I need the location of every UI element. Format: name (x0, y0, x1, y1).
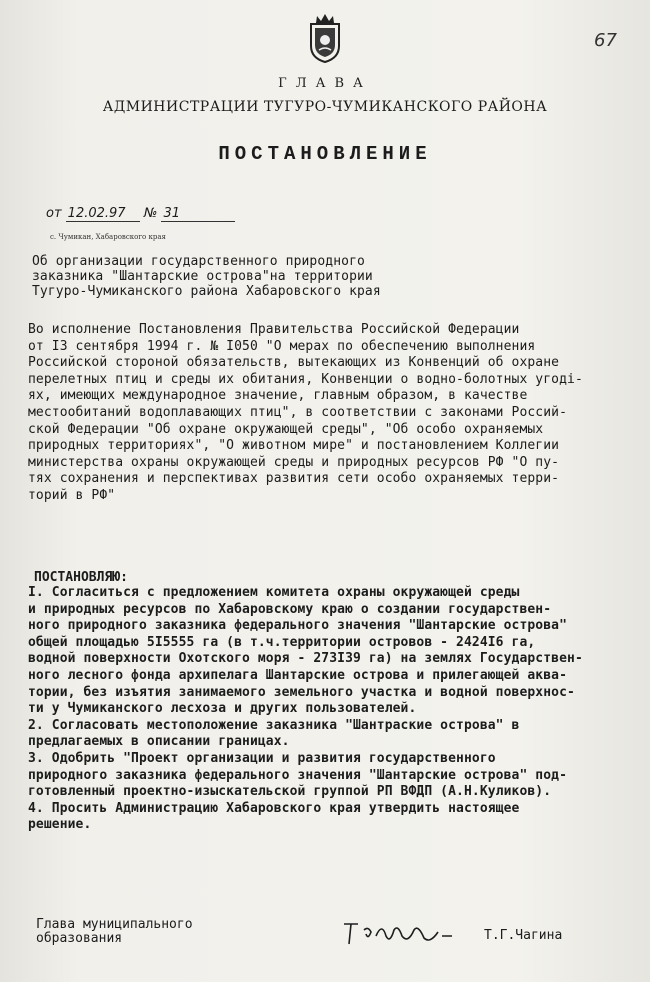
document-subject: Об организации государственного природного заказника "Шантарские острова"на территории Тугуро-Чумиканского района Хабаровского края (32, 254, 381, 299)
document-place: с. Чумикан, Хабаровского края (50, 233, 166, 241)
number-prefix: № (143, 206, 158, 221)
document-date: 12.02.97 (66, 206, 140, 222)
page-number: 67 (594, 30, 617, 51)
handwritten-signature-icon (338, 918, 458, 948)
resolution-heading: ПОСТАНОВЛЯЮ: (34, 570, 128, 585)
date-prefix: от (46, 206, 62, 221)
header-glava: ГЛАВА (278, 76, 372, 91)
signatory-position: Глава муниципального образования (36, 917, 193, 946)
resolution-items: I. Согласиться с предложением комитета охраны окружающей среды и природных ресурсов по Хабаровскому краю о создании государствен- ного природного заказника федерального значения "Шантарские острова" общей площадью 5I5555 га (в т.ч.территории островов - 2424I6 га, водной поверхности Охотского моря - 273I39 га) на землях Государствен- ного лесного фонда архипелага Шантарские острова и прилегающей аква- тории, без изъятия занимаемого земельного участка и водной поверхнос- ти у Чумиканского лесхоза и других пользователей. 2. Согласовать местоположение заказника "Шантраские острова" в предлагаемых в описании границах. 3. Одобрить "Проект организации и развития государственного природного заказника федерального значения "Шантарские острова" под- готовленный проектно-изыскательской группой РП ВФДП (А.Н.Куликов). 4. Просить Администрацию Хабаровского края утвердить настоящее решение. (28, 585, 583, 833)
date-line (46, 206, 235, 222)
document-number: 31 (161, 206, 235, 222)
signatory-name: Т.Г.Чагина (484, 928, 563, 943)
preamble-text: Во исполнение Постановления Правительства Российской Федерации от I3 сентября 1994 г. № I050 "О мерах по обеспечению выполнения Российской стороной обязательств, вытекающих из Конвенций об охране перелетных птиц и среды их обитания, Конвенции о водно-болотных угоді- ях, имеющих международное значение, главным образом, в качестве местообитаний водоплавающих птиц", в соответствии с законами Россий- ской Федерации "Об охране окружающей среды", "Об особо охраняемых природных территориях", "О животном мире" и постановлением Коллегии министерства охраны окружающей среды и природных ресурсов РФ "О пу- тях сохранения и перспективах развития сети особо охраняемых терри- торий в РФ" (28, 322, 583, 503)
document-title: ПОСТАНОВЛЕНИЕ (218, 143, 432, 165)
header-administration: АДМИНИСТРАЦИИ ТУГУРО-ЧУМИКАНСКОГО РАЙОНА (102, 99, 548, 115)
coat-of-arms-icon (303, 10, 347, 64)
